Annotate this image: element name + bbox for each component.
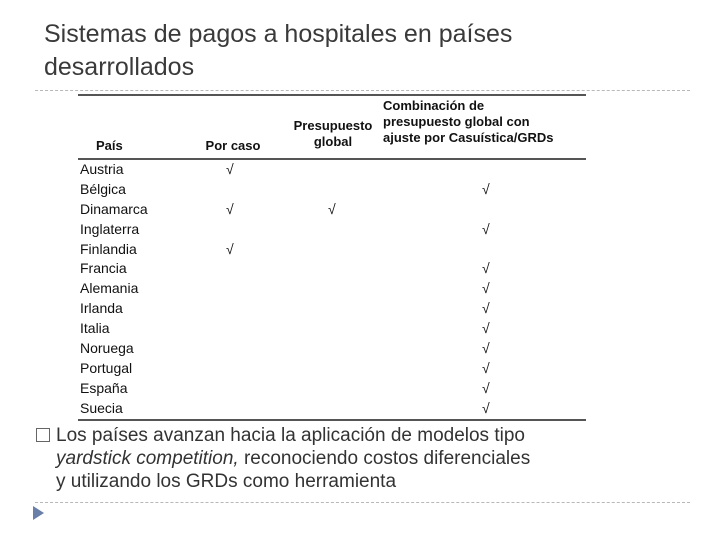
table-row <box>78 240 586 260</box>
cell-country: Irlanda <box>80 300 123 317</box>
bullet-italic-text: yardstick competition, <box>56 448 239 469</box>
bullet-text-3: reconociendo costos diferenciales <box>238 448 531 469</box>
bullet-box-icon <box>36 428 50 442</box>
table-row <box>78 359 586 379</box>
table-row <box>78 319 586 339</box>
cell-country: Dinamarca <box>80 200 148 217</box>
table-row <box>78 399 586 419</box>
cell-country: Portugal <box>80 359 133 376</box>
table-row <box>78 379 586 399</box>
header-presupuesto-line-2: global <box>313 134 353 149</box>
cell-combinacion: √ <box>482 379 490 396</box>
header-comb-line-3: ajuste por Casuística/GRDs <box>383 130 554 145</box>
cell-presupuesto: √ <box>328 200 336 217</box>
slide-title <box>44 18 664 84</box>
cell-country: Bélgica <box>80 180 126 197</box>
cell-combinacion: √ <box>482 260 490 277</box>
header-pais: País <box>96 138 123 153</box>
top-divider <box>35 90 690 91</box>
cell-country: Austria <box>80 161 124 177</box>
bullet-paragraph <box>36 424 656 493</box>
table-row <box>78 279 586 299</box>
header-comb-line-1: Combinación de <box>383 98 485 113</box>
cell-country: Francia <box>80 260 127 277</box>
next-arrow-icon[interactable] <box>33 506 44 520</box>
header-presupuesto-line-1: Presupuesto <box>293 118 373 133</box>
cell-combinacion: √ <box>482 359 490 376</box>
table-header <box>78 96 586 158</box>
header-combinacion <box>383 98 593 146</box>
table-row <box>78 259 586 279</box>
table-bottom-rule <box>78 419 586 421</box>
header-presupuesto <box>283 118 383 150</box>
table-body <box>78 160 586 419</box>
cell-country: Finlandia <box>80 240 137 257</box>
table-row <box>78 180 586 200</box>
table-row <box>78 339 586 359</box>
header-por-caso: Por caso <box>205 138 261 153</box>
header-comb-line-2: presupuesto global con <box>383 114 530 129</box>
bullet-line-2 <box>36 447 656 470</box>
table-row <box>78 220 586 240</box>
cell-por-caso: √ <box>226 240 234 257</box>
cell-country: Alemania <box>80 280 139 297</box>
cell-country: Inglaterra <box>80 220 140 237</box>
cell-combinacion: √ <box>482 220 490 237</box>
cell-combinacion: √ <box>482 300 490 317</box>
cell-combinacion: √ <box>482 280 490 297</box>
bottom-divider <box>35 502 690 503</box>
cell-combinacion: √ <box>482 399 490 416</box>
table-row <box>78 200 586 220</box>
cell-combinacion: √ <box>482 340 490 357</box>
bullet-line-3: y utilizando los GRDs como herramienta <box>56 471 397 492</box>
cell-country: Noruega <box>80 340 134 357</box>
cell-country: Italia <box>80 320 110 337</box>
cell-por-caso: √ <box>226 200 234 217</box>
cell-combinacion: √ <box>482 320 490 337</box>
cell-country: España <box>80 379 128 396</box>
bullet-text-1: Los países avanzan hacia la aplicación de modelos tipo <box>56 425 525 446</box>
title-line-2: desarrollados <box>44 53 195 81</box>
payment-systems-table <box>78 94 586 421</box>
cell-country: Suecia <box>80 399 123 416</box>
title-line-1: Sistemas de pagos a hospitales en países <box>44 20 513 48</box>
table-row <box>78 299 586 319</box>
cell-combinacion: √ <box>482 180 490 197</box>
table-row <box>78 160 586 180</box>
cell-por-caso: √ <box>226 161 234 177</box>
